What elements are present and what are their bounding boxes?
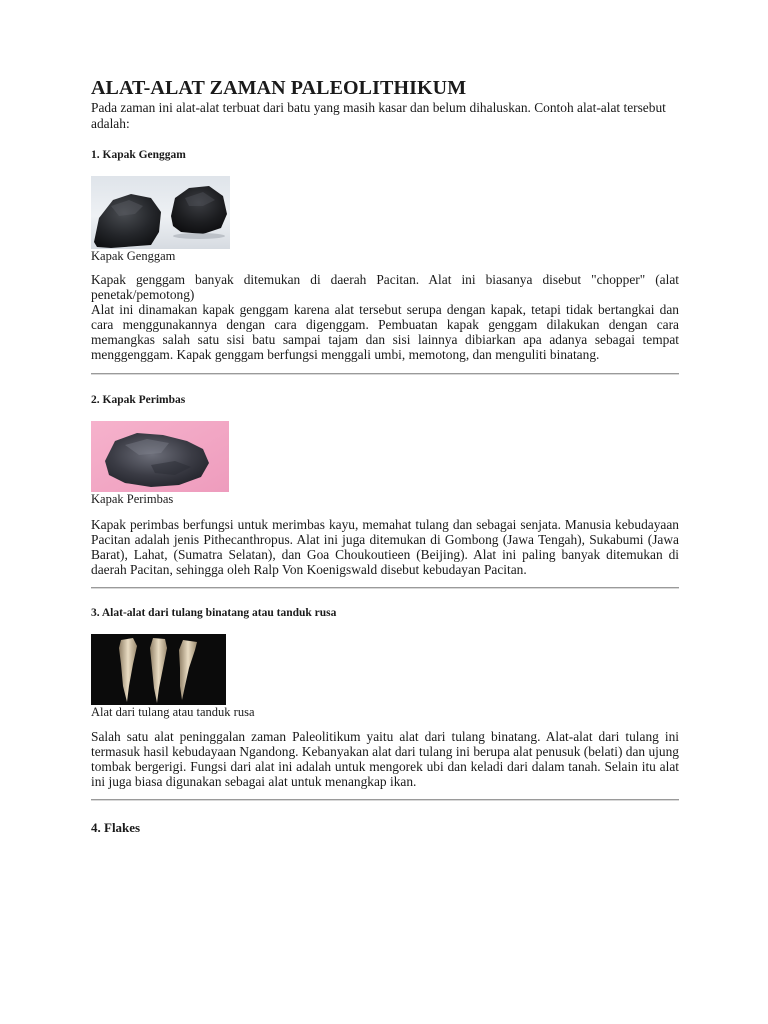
figure-kapak-genggam <box>91 176 679 264</box>
body-paragraph: Kapak perimbas berfungsi untuk merimbas kayu, memahat tulang dan sebagai senjata. Manusia kebudayaan Pacitan adalah jenis Pithecanthropus. Alat ini juga ditemukan di Gombong (Jawa Tengah), Sukabumi (Jawa Barat), Lahat, (Sumatra Selatan), dan Goa Choukoutieen (Beijing). Alat ini paling banyak ditemukan di daerah Pacitan, sehingga oleh Ralp Von Koenigswald disebut kebudayan Pacitan. <box>91 517 679 577</box>
figure-caption: Kapak Genggam <box>91 249 176 263</box>
section-body <box>91 517 679 577</box>
figure-caption: Kapak Perimbas <box>91 492 174 506</box>
section-kapak-perimbas <box>91 393 679 589</box>
kapak-genggam-photo <box>91 176 230 249</box>
intro-paragraph: Pada zaman ini alat-alat terbuat dari batu yang masih kasar dan belum dihaluskan. Contoh alat-alat tersebut adalah: <box>91 100 666 131</box>
section-body <box>91 729 679 789</box>
body-paragraph: Alat ini dinamakan kapak genggam karena alat tersebut serupa dengan kapak, tetapi tidak bertangkai dan cara menggunakannya dengan cara digenggam. Pembuatan kapak genggam dilakukan dengan cara memangkas salah satu sisi batu sampai tajam dan sisi lainnya dibiarkan apa adanya sebagai tempat menggenggam. Kapak genggam berfungsi menggali umbi, memotong, dan menguliti binatang. <box>91 302 679 362</box>
section-heading: 1. Kapak Genggam <box>91 149 186 161</box>
section-flakes <box>91 820 679 836</box>
figure-kapak-perimbas <box>91 421 679 507</box>
document-page <box>91 76 679 836</box>
section-body <box>91 272 679 362</box>
section-kapak-genggam <box>91 148 679 375</box>
body-paragraph: Kapak genggam banyak ditemukan di daerah Pacitan. Alat ini biasanya disebut "chopper" (alat penetak/pemotong) <box>91 272 679 302</box>
section-alat-tulang <box>91 606 679 801</box>
section-divider <box>91 587 679 589</box>
section-heading: 2. Kapak Perimbas <box>91 394 186 406</box>
figure-alat-tulang <box>91 634 679 720</box>
kapak-perimbas-photo <box>91 421 229 492</box>
section-heading: 3. Alat-alat dari tulang binatang atau tanduk rusa <box>91 607 337 619</box>
body-paragraph: Salah satu alat peninggalan zaman Paleolitikum yaitu alat dari tulang binatang. Alat-alat dari tulang ini termasuk hasil kebudayaan Ngandong. Kebanyakan alat dari tulang ini berupa alat penusuk (belati) dan ujung tombak bergerigi. Fungsi dari alat ini adalah untuk mengorek ubi dan keladi dari dalam tanah. Selain itu alat ini juga biasa digunakan sebagai alat untuk menangkap ikan. <box>91 729 679 789</box>
page-title: ALAT-ALAT ZAMAN PALEOLITHIKUM <box>91 77 467 99</box>
alat-tulang-photo <box>91 634 226 705</box>
section-divider <box>91 373 679 375</box>
section-divider <box>91 799 679 801</box>
section-heading: 4. Flakes <box>91 820 141 835</box>
figure-caption: Alat dari tulang atau tanduk rusa <box>91 705 255 719</box>
